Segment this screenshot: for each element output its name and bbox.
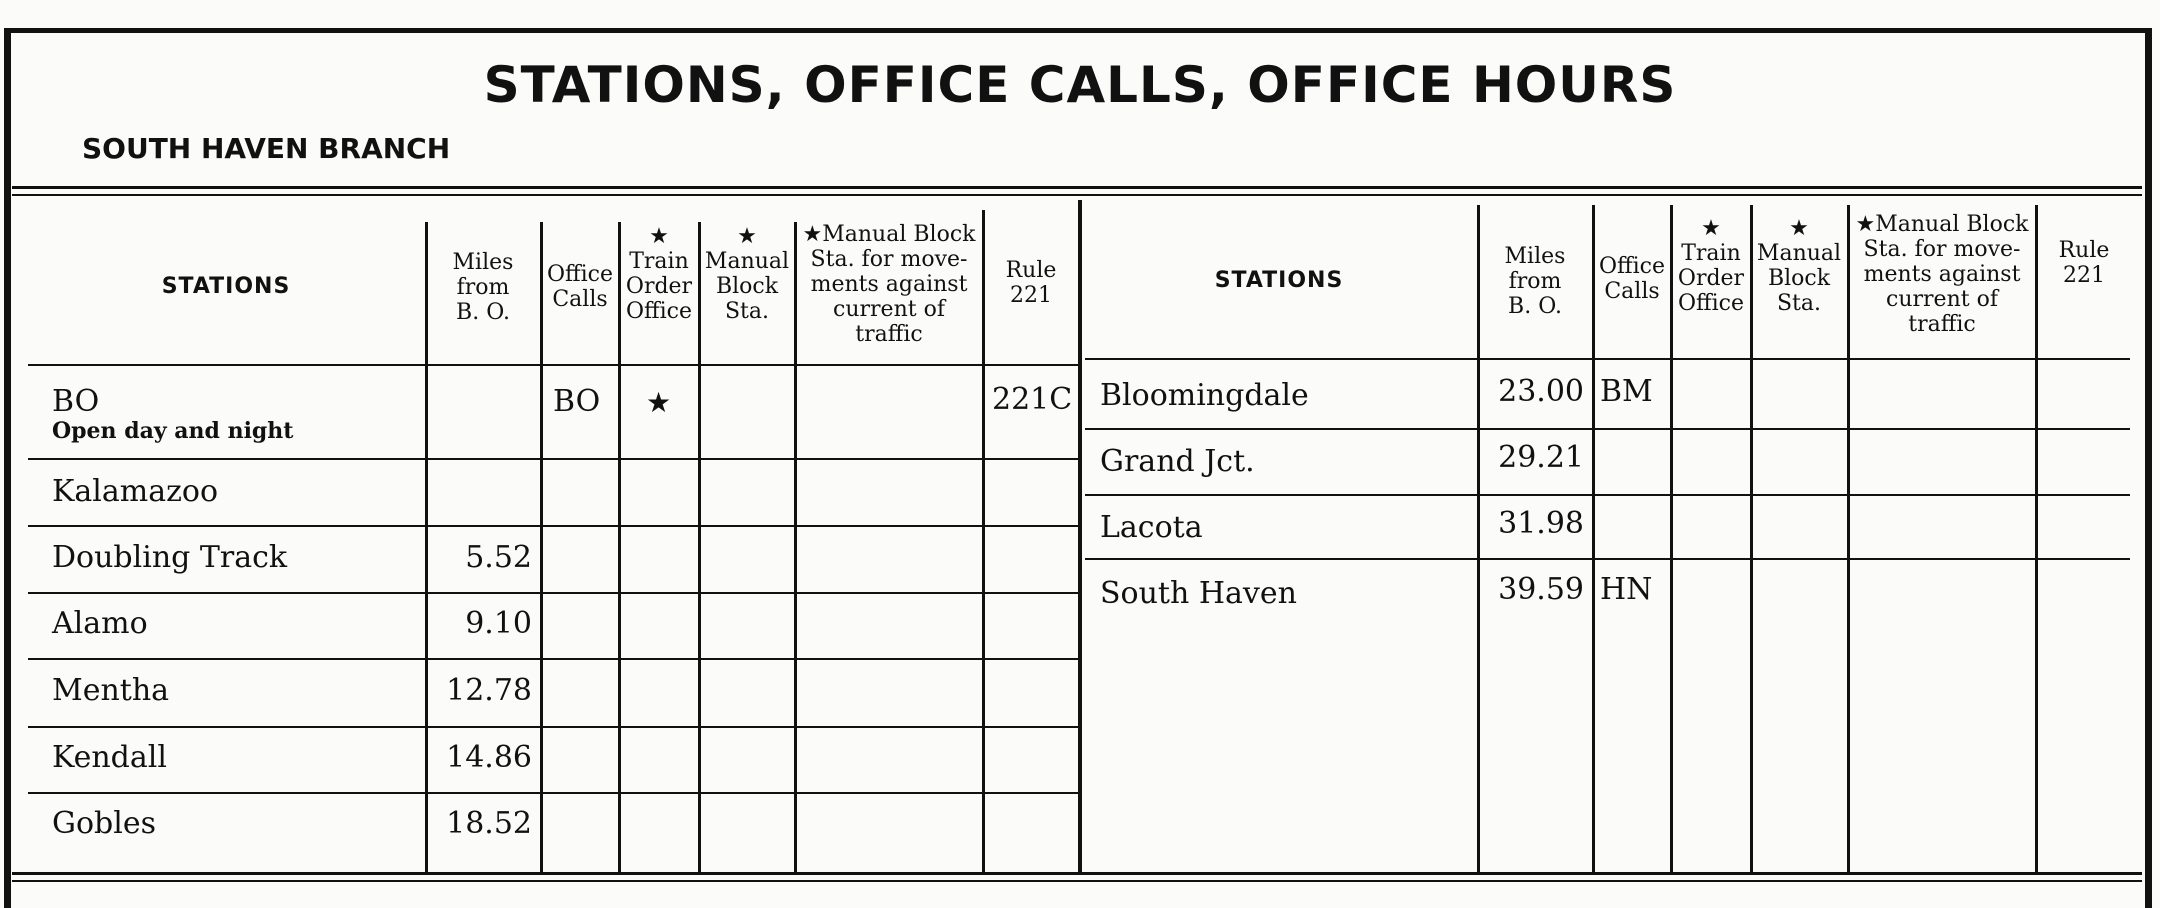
col-divider (1592, 205, 1595, 872)
row-divider (1085, 558, 2130, 560)
col-header-manual-block-movements: ★Manual Block Sta. for move- ments against current of traffic (802, 222, 976, 347)
row-divider (28, 726, 1078, 728)
office-call: BO (553, 384, 601, 419)
miles-value: 18.52 (446, 806, 532, 841)
table-bottom-rule-2 (12, 880, 2142, 882)
col-header-rule: Rule 221 (2058, 238, 2110, 288)
col-header-rule: Rule 221 (1005, 258, 1057, 308)
header-rule-top-2 (12, 194, 2142, 196)
col-divider (540, 222, 543, 872)
page-title: STATIONS, OFFICE CALLS, OFFICE HOURS (483, 56, 1677, 114)
col-header-stations: STATIONS (161, 274, 291, 299)
col-header-train-order: ★ Train Order Office (625, 224, 693, 324)
col-divider (2035, 205, 2038, 872)
station-name: Mentha (52, 673, 170, 708)
station-name: Kendall (52, 740, 167, 775)
miles-value: 23.00 (1498, 374, 1584, 409)
col-header-miles: Miles from B. O. (1504, 244, 1566, 319)
station-name: Grand Jct. (1100, 444, 1255, 479)
col-header-manual-block: ★ Manual Block Sta. (1756, 216, 1842, 316)
header-rule-bottom-left (28, 364, 1078, 366)
col-header-stations: STATIONS (1214, 268, 1344, 293)
office-call: HN (1600, 572, 1653, 607)
station-name: Gobles (52, 806, 156, 841)
station-name: Doubling Track (52, 540, 288, 575)
miles-value: 39.59 (1498, 572, 1584, 607)
row-divider (1085, 428, 2130, 430)
col-header-manual-block: ★ Manual Block Sta. (704, 224, 790, 324)
col-header-train-order: ★ Train Order Office (1677, 216, 1745, 316)
col-header-manual-block-movements: ★Manual Block Sta. for move- ments against current of traffic (1855, 212, 2029, 337)
station-name: Alamo (52, 606, 148, 641)
table-bottom-rule (12, 872, 2142, 875)
train-order-star-icon: ★ (646, 386, 672, 419)
miles-value: 9.10 (465, 606, 532, 641)
station-name: Kalamazoo (52, 474, 219, 509)
row-divider (1085, 494, 2130, 496)
station-name: Bloomingdale (1100, 378, 1309, 413)
header-rule-top (12, 186, 2142, 189)
rule-value: 221C (992, 382, 1073, 417)
row-divider (28, 592, 1078, 594)
col-header-miles: Miles from B. O. (452, 250, 514, 325)
branch-title: SOUTH HAVEN BRANCH (82, 132, 451, 165)
row-divider (28, 525, 1078, 527)
col-header-office-calls: Office Calls (1598, 254, 1666, 304)
station-name: South Haven (1100, 576, 1297, 611)
row-divider (28, 458, 1078, 460)
miles-value: 31.98 (1498, 506, 1584, 541)
station-name: Lacota (1100, 510, 1203, 545)
col-header-office-calls: Office Calls (546, 262, 614, 312)
miles-value: 14.86 (446, 740, 532, 775)
header-rule-bottom-right (1085, 358, 2130, 360)
miles-value: 29.21 (1498, 440, 1584, 475)
row-divider (28, 792, 1078, 794)
center-divider (1078, 200, 1082, 872)
row-divider (28, 658, 1078, 660)
office-call: BM (1600, 374, 1653, 409)
station-name: BO (52, 384, 100, 419)
station-note: Open day and night (52, 418, 294, 444)
miles-value: 5.52 (465, 540, 532, 575)
miles-value: 12.78 (446, 673, 532, 708)
col-divider (982, 210, 985, 872)
